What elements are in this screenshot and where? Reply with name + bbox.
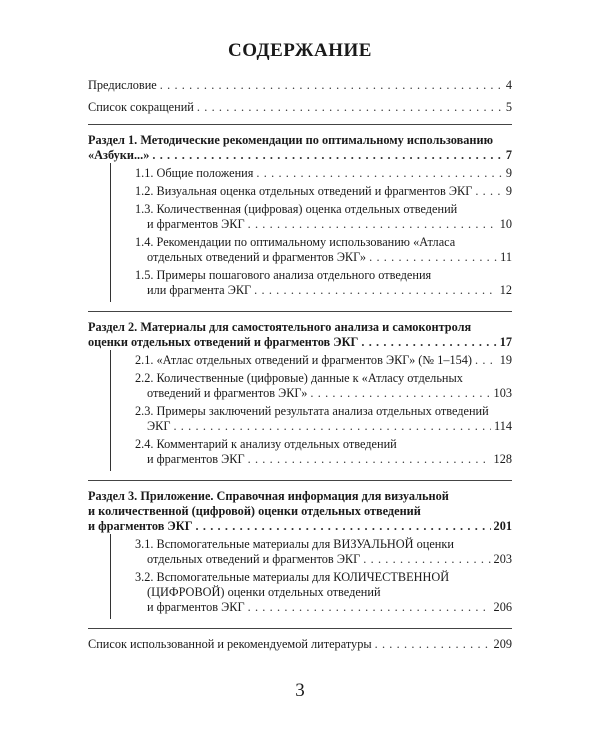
toc-entry-text: Список использованной и рекомендуемой литературы <box>88 637 372 651</box>
toc-entry-text: 1.1. Общие положения <box>135 166 254 180</box>
toc-entry <box>135 268 512 298</box>
leader-dots <box>363 552 490 567</box>
divider <box>88 480 512 481</box>
toc-entry-text: и фрагментов ЭКГ <box>88 519 193 533</box>
toc-entry-text: 3.2. Вспомогательные материалы для КОЛИЧЕСТВЕННОЙ <box>135 570 450 584</box>
toc-section <box>88 133 512 302</box>
toc-entry-text: «Азбуки...» <box>88 148 150 162</box>
toc-entry-text: 2.3. Примеры заключений результата анализа отдельных отведений <box>135 404 489 418</box>
leader-dots <box>173 419 491 434</box>
page-number: 3 <box>295 680 305 701</box>
toc-entry-text: и фрагментов ЭКГ <box>147 217 245 231</box>
divider <box>88 311 512 312</box>
toc-page-number: 19 <box>499 353 512 367</box>
toc-entry <box>88 637 512 652</box>
toc-section <box>88 320 512 471</box>
toc-entry-line <box>135 166 512 181</box>
toc-page-number: 114 <box>494 419 512 433</box>
back-matter <box>88 637 512 652</box>
toc-entry <box>135 570 512 615</box>
toc-entry <box>135 353 512 368</box>
toc-entry-line <box>88 78 512 93</box>
leader-dots <box>152 148 503 163</box>
leader-dots <box>248 217 497 232</box>
toc-entry <box>88 133 512 163</box>
toc-entry-line <box>135 386 512 401</box>
toc-entry-text: отдельных отведений и фрагментов ЭКГ» <box>147 250 367 264</box>
toc-page-number: 7 <box>505 148 512 162</box>
toc-entry <box>135 437 512 467</box>
leader-dots <box>475 353 497 368</box>
toc-entry-text: Раздел 2. Материалы для самостоятельного анализа и самоконтроля <box>88 320 472 334</box>
leader-dots <box>160 78 503 93</box>
toc-page-number: 128 <box>493 452 512 466</box>
toc-entry-line <box>135 600 512 615</box>
toc-entry-text: и количественной (цифровой) оценки отдельных отведений <box>88 504 421 518</box>
toc-entry <box>135 371 512 401</box>
toc-page-number: 201 <box>493 519 512 533</box>
toc-entry-text: и фрагментов ЭКГ <box>147 452 245 466</box>
toc-page-number: 209 <box>493 637 512 651</box>
toc-entry-text: отдельных отведений и фрагментов ЭКГ <box>147 552 361 566</box>
toc-entry <box>88 78 512 93</box>
toc-entry-text: Раздел 3. Приложение. Справочная информация для визуальной <box>88 489 449 503</box>
toc-entry-text: 1.4. Рекомендации по оптимальному использованию «Атласа <box>135 235 456 249</box>
toc-entry <box>135 235 512 265</box>
toc-entry-text: 1.5. Примеры пошагового анализа отдельного отведения <box>135 268 432 282</box>
leader-dots <box>197 100 503 115</box>
leader-dots <box>196 519 491 534</box>
table-of-contents <box>88 78 512 652</box>
toc-entry-line <box>88 148 512 163</box>
toc-entry <box>88 489 512 534</box>
toc-entry-line <box>88 335 512 350</box>
toc-page-number: 12 <box>499 283 512 297</box>
toc-entry-text: Список сокращений <box>88 100 194 114</box>
leader-dots <box>475 184 503 199</box>
toc-page-number: 9 <box>505 166 512 180</box>
toc-entry-text: 2.4. Комментарий к анализу отдельных отведений <box>135 437 397 451</box>
toc-page-number: 5 <box>505 100 512 114</box>
toc-page-number: 103 <box>493 386 512 400</box>
toc-page-number: 206 <box>493 600 512 614</box>
toc-entry-line <box>88 100 512 115</box>
toc-entry-text: Предисловие <box>88 78 157 92</box>
toc-entry-text: отведений и фрагментов ЭКГ» <box>147 386 308 400</box>
toc-entry-text: 1.3. Количественная (цифровая) оценка отдельных отведений <box>135 202 458 216</box>
divider <box>88 628 512 629</box>
toc-entry-text: оценки отдельных отведений и фрагментов ЭКГ <box>88 335 359 349</box>
toc-entry-text: и фрагментов ЭКГ <box>147 600 245 614</box>
toc-section <box>88 489 512 619</box>
leader-dots <box>254 283 497 298</box>
toc-entry <box>135 166 512 181</box>
toc-entry-text: Раздел 1. Методические рекомендации по оптимальному использованию <box>88 133 493 147</box>
toc-entry-line <box>135 283 512 298</box>
toc-entry-line <box>135 353 512 368</box>
toc-entry-line <box>135 419 512 434</box>
toc-entry-text: 2.2. Количественные (цифровые) данные к «Атласу отдельных <box>135 371 463 385</box>
toc-entry <box>135 404 512 434</box>
toc-entry-line <box>135 184 512 199</box>
leader-dots <box>310 386 490 401</box>
toc-subsection-list <box>110 163 512 302</box>
leader-dots <box>361 335 496 350</box>
toc-page-number: 11 <box>500 250 512 264</box>
toc-entry <box>135 184 512 199</box>
toc-subsection-list <box>110 534 512 619</box>
toc-page-number: 9 <box>505 184 512 198</box>
toc-page-number: 4 <box>505 78 512 92</box>
toc-page-number: 17 <box>499 335 512 349</box>
divider <box>88 124 512 125</box>
toc-entry-line <box>135 250 512 265</box>
toc-entry-line <box>88 637 512 652</box>
sections <box>88 133 512 629</box>
toc-entry-line <box>135 452 512 467</box>
toc-page-number: 203 <box>493 552 512 566</box>
leader-dots <box>248 452 491 467</box>
toc-entry <box>135 202 512 232</box>
toc-entry-text: (ЦИФРОВОЙ) оценки отдельных отведений <box>147 585 381 599</box>
front-matter <box>88 78 512 115</box>
toc-subsection-list <box>110 350 512 471</box>
toc-entry-text: 2.1. «Атлас отдельных отведений и фрагментов ЭКГ» (№ 1–154) <box>135 353 473 367</box>
leader-dots <box>369 250 497 265</box>
toc-entry-line <box>88 519 512 534</box>
toc-entry-text: 3.1. Вспомогательные материалы для ВИЗУАЛЬНОЙ оценки <box>135 537 454 551</box>
toc-page-number: 10 <box>499 217 512 231</box>
toc-entry-text: 1.2. Визуальная оценка отдельных отведений и фрагментов ЭКГ <box>135 184 473 198</box>
leader-dots <box>256 166 502 181</box>
toc-entry-line <box>135 552 512 567</box>
leader-dots <box>248 600 491 615</box>
toc-entry <box>88 100 512 115</box>
leader-dots <box>375 637 491 652</box>
toc-entry-line <box>135 217 512 232</box>
toc-entry-text: или фрагмента ЭКГ <box>147 283 252 297</box>
page-title: СОДЕРЖАНИЕ <box>228 40 372 61</box>
toc-entry <box>88 320 512 350</box>
toc-entry-text: ЭКГ <box>147 419 171 433</box>
toc-entry <box>135 537 512 567</box>
